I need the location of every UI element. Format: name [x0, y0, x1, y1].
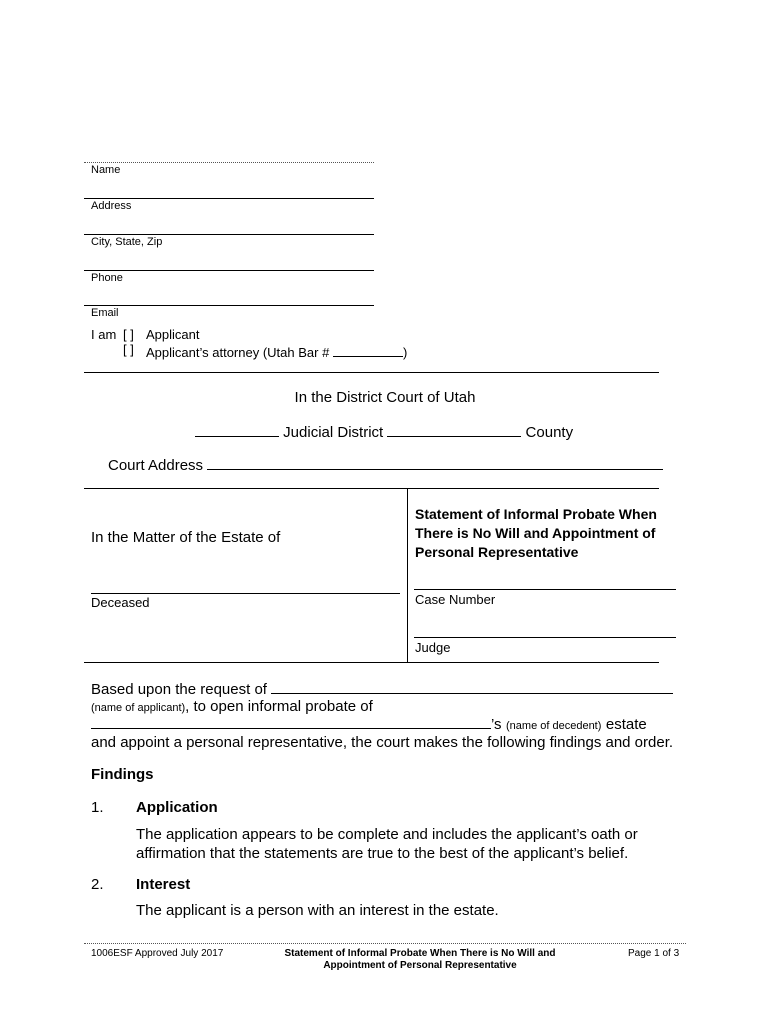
name-of-applicant-hint: (name of applicant) [91, 702, 186, 714]
district-row [195, 422, 573, 441]
footer-form-id: 1006ESF Approved July 2017 [91, 948, 224, 959]
footer-page-number: Page 1 of 3 [628, 948, 680, 959]
to-open-text: , to open informal probate of [185, 698, 373, 715]
caption-bottom-line [84, 662, 659, 663]
estate-text: estate [605, 716, 647, 733]
judicial-district-label: Judicial District [283, 424, 384, 441]
district-number-field[interactable] [195, 422, 279, 437]
header-divider [84, 372, 659, 373]
attorney-checkbox[interactable]: [ ] [123, 342, 134, 357]
case-number-label: Case Number [415, 592, 496, 607]
iam-prefix: I am [91, 327, 117, 342]
based-upon-text: Based upon the request of [91, 681, 267, 698]
decedent-line [91, 714, 647, 734]
request-line [91, 679, 673, 698]
attorney-option-label: Applicant’s attorney (Utah Bar # [146, 345, 330, 360]
attorney-option-close: ) [402, 345, 408, 360]
court-address-row [108, 455, 663, 474]
estate-matter-label: In the Matter of the Estate of [91, 529, 281, 546]
caption-divider [407, 488, 408, 662]
document-title: Statement of Informal Probate When There is No Will and Appointment of Personal Representative [415, 506, 657, 560]
finding-2-text: The applicant is a person with an interest in the estate. [136, 902, 499, 919]
city-line [84, 234, 374, 235]
name-line [84, 162, 374, 163]
findings-heading: Findings [91, 766, 154, 783]
court-title: In the District Court of Utah [294, 389, 476, 406]
finding-2-heading: Interest [136, 876, 191, 893]
judge-line[interactable] [414, 637, 676, 638]
judge-label: Judge [415, 640, 451, 655]
address-line [84, 198, 374, 199]
email-line [84, 305, 374, 306]
footer-title: Statement of Informal Probate When There is No Will and Appointment of Personal Representative [284, 948, 556, 971]
city-label: City, State, Zip [91, 236, 163, 248]
appoint-text: and appoint a personal representative, the court makes the following findings and order. [91, 734, 674, 751]
possessive-text: ’s [491, 716, 502, 733]
county-field[interactable] [387, 422, 521, 437]
finding-1-heading: Application [136, 799, 218, 816]
caption-top-line [84, 488, 659, 489]
finding-1-text: The application appears to be complete and includes the applicant’s oath or affirmation that the statements are true to the best of the applicant’s belief. [136, 826, 638, 862]
court-address-label: Court Address [108, 457, 204, 474]
finding-1-number: 1. [91, 799, 104, 816]
phone-line [84, 270, 374, 271]
applicant-option: Applicant [146, 327, 200, 342]
name-of-decedent-hint: (name of decedent) [506, 720, 602, 732]
phone-label: Phone [91, 272, 123, 284]
address-label: Address [91, 200, 132, 212]
court-address-field[interactable] [207, 455, 663, 470]
footer-rule [84, 943, 686, 944]
name-label: Name [91, 164, 121, 176]
case-number-line[interactable] [414, 589, 676, 590]
deceased-label: Deceased [91, 595, 150, 610]
email-label: Email [91, 307, 119, 319]
bar-number-field[interactable] [333, 342, 403, 357]
decedent-name-line[interactable] [91, 593, 400, 594]
applicant-checkbox[interactable]: [ ] [123, 327, 134, 342]
decedent-name-field[interactable] [91, 714, 491, 729]
attorney-option [146, 342, 407, 360]
finding-2-number: 2. [91, 876, 104, 893]
applicant-name-field[interactable] [271, 679, 673, 694]
county-label: County [525, 424, 574, 441]
